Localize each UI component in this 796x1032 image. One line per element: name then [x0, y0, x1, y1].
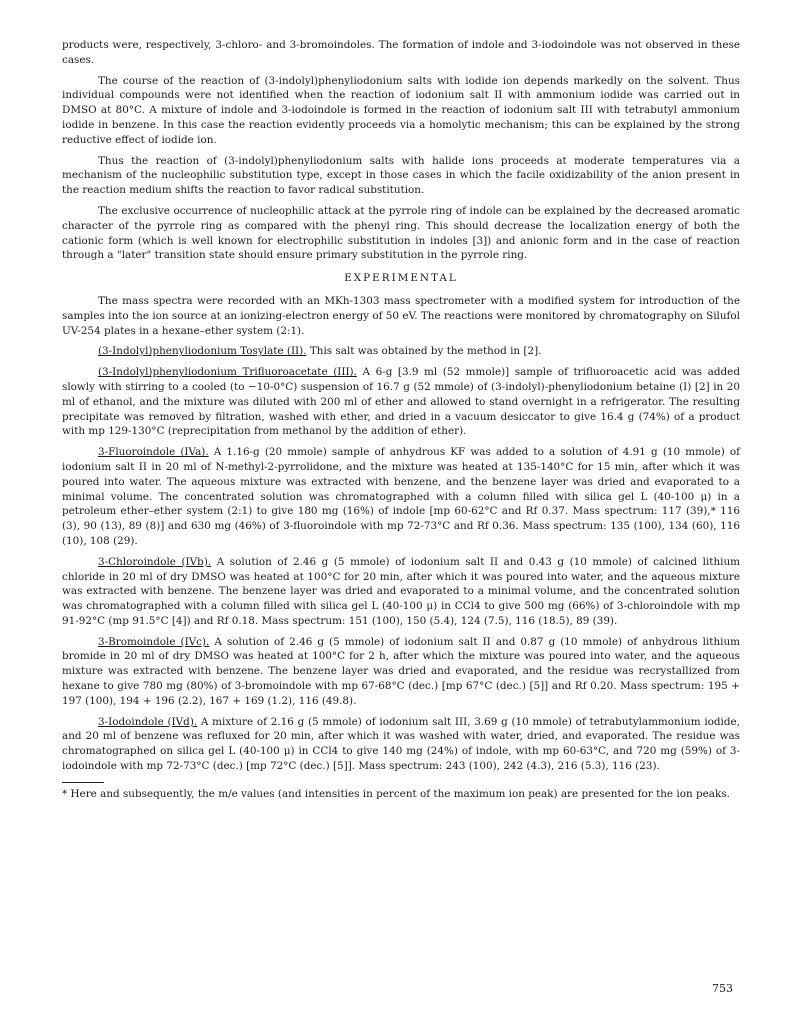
section-heading-experimental: EXPERIMENTAL	[344, 272, 458, 285]
compound-title: 3-Iodoindole (IVd).	[98, 715, 198, 728]
paragraph-halide-mechanism: Thus the reaction of (3-indolyl)phenyliodonium salts with halide ions proceeds at moderate temperatures via a mechanism of the nucleophilic substitution type, except in those cases in which the facile oxidizability of the anion present in the reaction medium shifts the reaction to favor radical substitution.	[62, 154, 740, 197]
page-number: 753	[712, 982, 733, 995]
paragraph-iodide-reaction: The course of the reaction of (3-indolyl)phenyliodonium salts with iodide ion depends markedly on the solvent. Thus individual compounds were not identified when the reaction of iodonium salt II with ammonium iodide was carried out in DMSO at 80°C. A mixture of indole and 3-iodoindole is formed in the reaction of iodonium salt III with tetrabutyl ammonium iodide in benzene. In this case the reaction evidently proceeds via a homolytic mechanism; this can be explained by the strong reductive effect of iodide ion.	[62, 74, 740, 146]
compound-paragraph-fluoroindole	[62, 445, 740, 549]
compound-body: This salt was obtained by the method in [2].	[306, 345, 542, 358]
paragraph-continuation: products were, respectively, 3-chloro- and 3-bromoindoles. The formation of indole and 3-iodoindole was not observed in these cases.	[62, 39, 740, 66]
compound-paragraph-tosylate	[62, 344, 740, 359]
compound-body: A 6-g [3.9 ml (52 mmole)] sample of trifluoroacetic acid was added slowly with stirring to a cooled (to −10-0°C) suspension of 16.7 g (52 mmole) of (3-indolyl)-phenyliodonium betaine (I) [2] in 20 ml of ethanol, and the mixture was diluted with 200 ml of ether and allowed to stand overnight in a refrigerator. The resulting precipitate was removed by filtration, washed with ether, and dried in a vacuum desiccator to give 16.4 g (74%) of a product with mp 129-130°C (reprecipitation from methanol by the addition of ether).	[62, 366, 740, 438]
compound-body: A mixture of 2.16 g (5 mmole) of iodonium salt III, 3.69 g (10 mmole) of tetrabutylammonium iodide, and 20 ml of benzene was refluxed for 20 min, after which it was washed with water, dried, and evaporated. The residue was chromatographed on silica gel L (40-100 μ) in CCl4 to give 140 mg (24%) of indole, with mp 60-63°C, and 720 mg (59%) of 3-iodoindole with mp 72-73°C (dec.) [mp 72°C (dec.) [5]]. Mass spectrum: 243 (100), 242 (4.3), 216 (5.3), 116 (23).	[62, 715, 740, 773]
compound-title: 3-Chloroindole (IVb).	[98, 555, 212, 568]
compound-body: A solution of 2.46 g (5 mmole) of iodonium salt II and 0.87 g (10 mmole) of anhydrous lithium bromide in 20 ml of dry DMSO was heated at 100°C for 2 h, after which the mixture was poured into water, and the aqueous mixture was extracted with benzene. The benzene layer was dried and evaporated, and the residue was recrystallized from hexane to give 780 mg (80%) of 3-bromoindole with mp 67-68°C (dec.) [mp 67°C (dec.) [5]] and Rf 0.20. Mass spectrum: 195 + 197 (100), 194 + 196 (2.2), 167 + 169 (1.2), 116 (49.8).	[62, 635, 741, 707]
compound-paragraph-bromoindole	[62, 635, 740, 709]
paragraph-pyrrole-attack: The exclusive occurrence of nucleophilic attack at the pyrrole ring of indole can be explained by the decreased aromatic character of the pyrrole ring as compared with the phenyl ring. This should decrease the localization energy of both the cationic form (which is well known for electrophilic substitution in indoles [3]) and anionic form and in the case of reaction through a "later" transition state should ensure primary substitution in the pyrrole ring.	[62, 204, 740, 262]
compound-title: (3-Indolyl)phenyliodonium Tosylate (II).	[98, 345, 307, 358]
compound-paragraph-chloroindole	[62, 555, 740, 629]
footnote-divider	[62, 782, 104, 783]
compound-body: A solution of 2.46 g (5 mmole) of iodonium salt II and 0.43 g (10 mmole) of calcined lithium chloride in 20 ml of dry DMSO was heated at 100°C for 20 min, after which it was poured into water, and the aqueous mixture was extracted with benzene. The benzene layer was dried and evaporated to a minimal volume, and the concentrated solution was chromatographed with a column filled with silica gel L (40-100 μ) in CCl4 to give 500 mg (66%) of 3-chloroindole with mp 91-92°C (mp 91.5°C [4]) and Rf 0.18. Mass spectrum: 151 (100), 150 (5.4), 124 (7.5), 116 (18.5), 89 (39).	[62, 555, 741, 627]
page-body	[62, 38, 740, 802]
footnote: * Here and subsequently, the m/e values (and intensities in percent of the maximum ion peak) are presented for the ion peaks.	[62, 787, 730, 800]
compound-title: 3-Fluoroindole (IVa).	[98, 446, 209, 459]
compound-paragraph-iodoindole	[62, 715, 740, 774]
compound-title: 3-Bromoindole (IVc).	[98, 635, 210, 648]
compound-title: (3-Indolyl)phenyliodonium Trifluoroacetate (III).	[98, 366, 357, 379]
compound-paragraph-trifluoroacetate	[62, 365, 740, 439]
compound-body: A 1.16-g (20 mmole) sample of anhydrous KF was added to a solution of 4.91 g (10 mmole) of iodonium salt II in 20 ml of N-methyl-2-pyrrolidone, and the mixture was heated at 135-140°C for 15 min, after which it was poured into water. The aqueous mixture was extracted with benzene, and the benzene layer was dried and evaporated to a minimal volume. The concentrated solution was chromatographed with a column filled with silica gel L (40-100 μ) in a petroleum ether–ether system (2:1) to give 180 mg (16%) of indole [mp 60-62°C and Rf 0.37. Mass spectrum: 117 (39),* 116 (3), 90 (13), 89 (8)] and 630 mg (46%) of 3-fluoroindole with mp 72-73°C and Rf 0.36. Mass spectrum: 135 (100), 134 (60), 116 (10), 108 (29).	[62, 446, 740, 547]
experimental-intro: The mass spectra were recorded with an MKh-1303 mass spectrometer with a modified system for introduction of the samples into the ion source at an ionizing-electron energy of 50 eV. The reactions were monitored by chromatography on Silufol UV-254 plates in a hexane–ether system (2:1).	[62, 294, 740, 337]
